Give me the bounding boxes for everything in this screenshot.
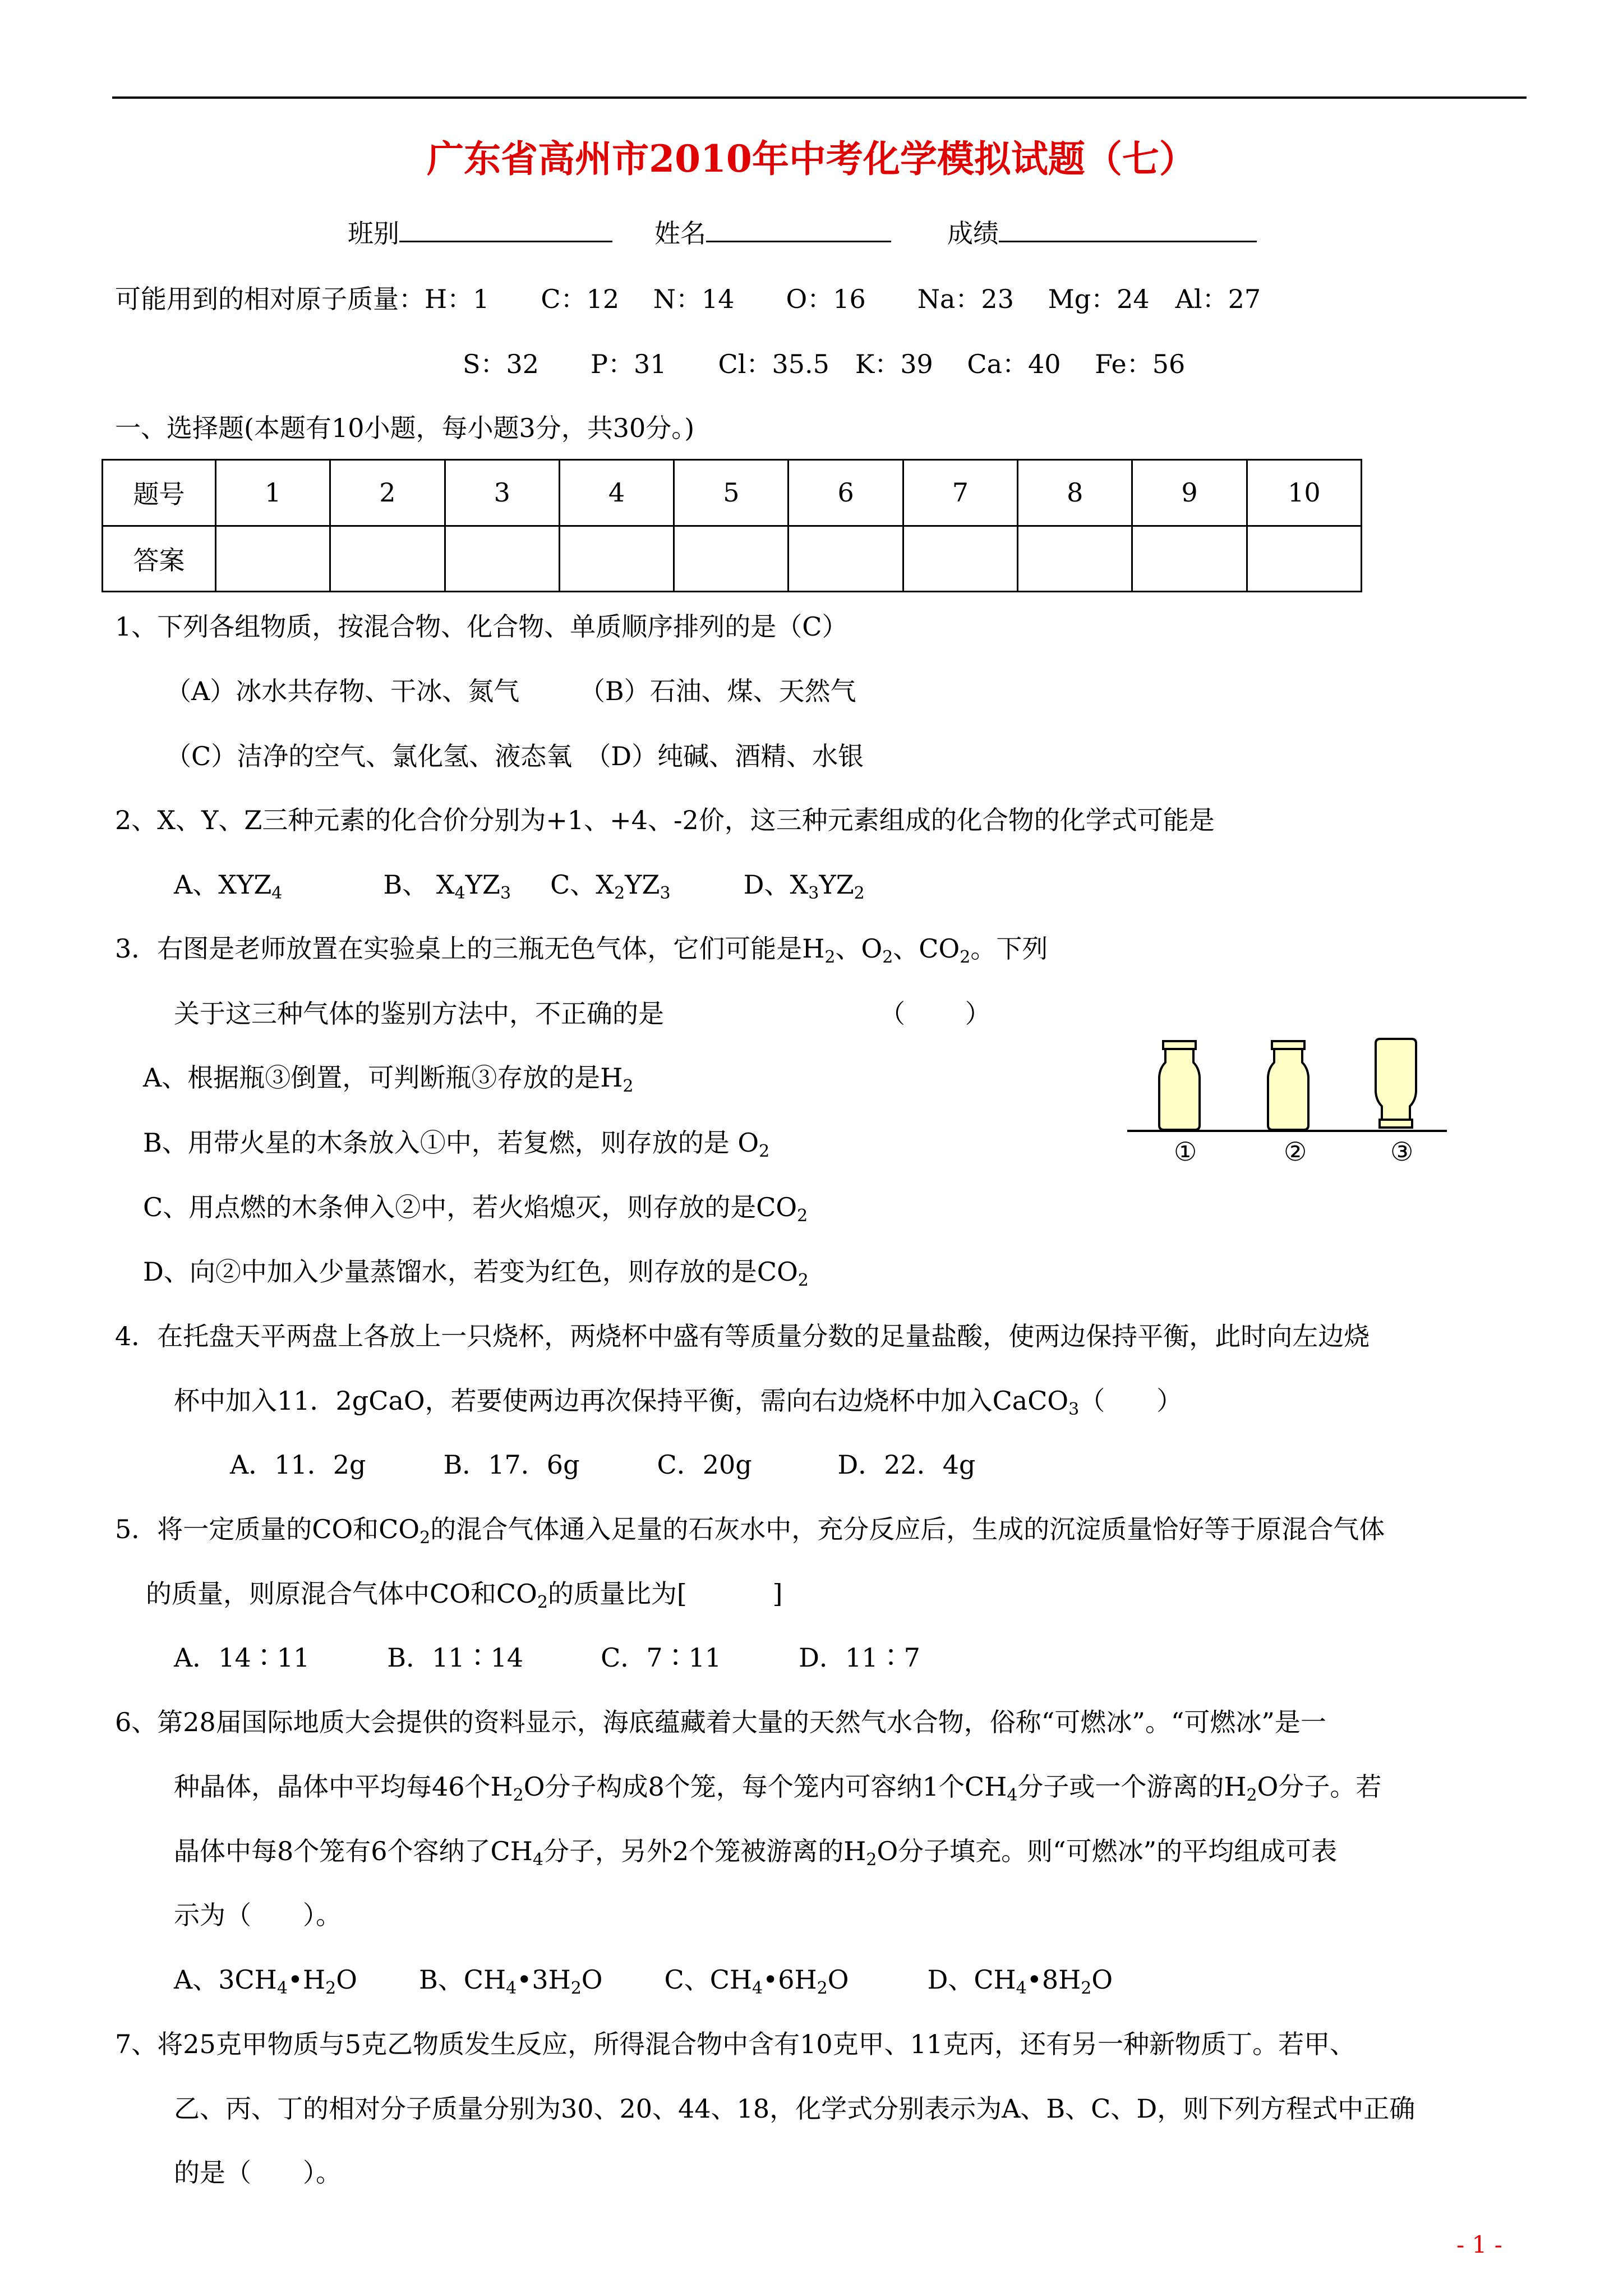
class-label: 班别 bbox=[348, 218, 399, 249]
q3-stem: 3．右图是老师放置在实验桌上的三瓶无色气体，它们可能是$H_2$、$O_2$、$CO_2$。下列 bbox=[115, 933, 1048, 967]
q5-options: A．14∶11 B．11∶14 C．7∶11 D．11∶7 bbox=[174, 1642, 920, 1673]
student-info-line bbox=[348, 215, 1257, 250]
table-row-label: 题号 bbox=[103, 460, 216, 526]
answer-paren: （ ） bbox=[879, 999, 991, 1029]
question-number-cell: 6 bbox=[789, 460, 903, 526]
q7-stem-line-3: 的是（ ）。 bbox=[174, 2157, 342, 2188]
q1-stem: 1、下列各组物质，按混合物、化合物、单质顺序排列的是（C） bbox=[115, 611, 848, 642]
table-row bbox=[103, 526, 1362, 592]
answer-cell[interactable] bbox=[330, 526, 445, 592]
answer-cell[interactable] bbox=[559, 526, 674, 592]
answer-cell[interactable] bbox=[445, 526, 559, 592]
q2-stem: 2、X、Y、Z三种元素的化合价分别为+1、+4、-2价，这三种元素组成的化合物的化学式可能是 bbox=[115, 805, 1215, 835]
q1-options-ab: （A）冰水共存物、干冰、氮气 （B）石油、煤、天然气 bbox=[165, 676, 856, 706]
question-number-cell: 1 bbox=[216, 460, 330, 526]
answer-cell[interactable] bbox=[903, 526, 1017, 592]
name-field[interactable] bbox=[706, 215, 891, 242]
q6-option-c: C、$CH_4•6H_2O$ bbox=[664, 1964, 849, 1998]
q3-option-a: A、根据瓶③倒置，可判断瓶③存放的是$H_2$ bbox=[143, 1062, 634, 1096]
q3-option-b: B、用带火星的木条放入①中，若复燃，则存放的是 $O_2$ bbox=[143, 1128, 770, 1161]
q6-stem: 6、第28届国际地质大会提供的资料显示，海底蕴藏着大量的天然气水合物，俗称“可燃冰”。“可燃冰”是一 bbox=[115, 1707, 1326, 1737]
q3-stem-line-2: 关于这三种气体的鉴别方法中，不正确的是 bbox=[174, 999, 664, 1029]
top-rule bbox=[112, 96, 1527, 99]
question-number-cell: 9 bbox=[1132, 460, 1247, 526]
q4-options: A．11．2g B．17．6g C．20g D．22．4g bbox=[230, 1450, 976, 1480]
name-label: 姓名 bbox=[654, 218, 706, 249]
q2-option-d: D、$X_3YZ_2$ bbox=[743, 869, 865, 903]
table-row bbox=[103, 460, 1362, 526]
bottle-1 bbox=[1159, 1041, 1200, 1130]
q3-option-d: D、向②中加入少量蒸馏水，若变为红色，则存放的是$CO_2$ bbox=[143, 1257, 809, 1290]
answer-cell[interactable] bbox=[789, 526, 903, 592]
score-label: 成绩 bbox=[947, 218, 999, 249]
q7-stem-line-2: 乙、丙、丁的相对分子质量分别为30、20、44、18，化学式分别表示为A、B、C、D，则下列方程式中正确 bbox=[174, 2093, 1415, 2124]
question-number-cell: 4 bbox=[559, 460, 674, 526]
bottle-label-2: ② bbox=[1284, 1137, 1307, 1167]
class-field[interactable] bbox=[399, 215, 612, 242]
answer-cell[interactable] bbox=[1247, 526, 1361, 592]
bottle-label-1: ① bbox=[1174, 1137, 1197, 1167]
bottle-3-inverted bbox=[1376, 1039, 1416, 1128]
atomic-masses-line-2: S：32 P：31 Cl：35.5 K：39 Ca：40 Fe：56 bbox=[463, 349, 1186, 379]
answer-cell[interactable] bbox=[674, 526, 789, 592]
bottle-label-3: ③ bbox=[1390, 1137, 1414, 1167]
bottle-2 bbox=[1268, 1041, 1308, 1130]
question-number-cell: 8 bbox=[1018, 460, 1132, 526]
q3-option-c: C、用点燃的木条伸入②中，若火焰熄灭，则存放的是$CO_2$ bbox=[143, 1192, 808, 1226]
answer-cell[interactable] bbox=[1132, 526, 1247, 592]
table-row-label: 答案 bbox=[103, 526, 216, 592]
q4-stem: 4．在托盘天平两盘上各放上一只烧杯，两烧杯中盛有等质量分数的足量盐酸，使两边保持平衡，此时向左边烧 bbox=[115, 1321, 1370, 1351]
q2-options bbox=[174, 868, 865, 901]
q6-option-d: D、$CH_4•8H_2O$ bbox=[927, 1964, 1113, 1998]
page-title: 广东省高州市2010年中考化学模拟试题（七） bbox=[427, 137, 1196, 181]
q2-option-c: C、$X_2YZ_3$ bbox=[550, 869, 671, 903]
q2-option-b: B、 $X_4YZ_3$ bbox=[383, 869, 511, 903]
question-number-cell: 10 bbox=[1247, 460, 1361, 526]
q5-stem: 5．将一定质量的CO和$CO_2$的混合气体通入足量的石灰水中，充分反应后，生成的沉淀质量恰好等于原混合气体 bbox=[115, 1514, 1385, 1548]
answer-cell[interactable] bbox=[1018, 526, 1132, 592]
q5-stem-line-2: 的质量，则原混合气体中CO和$CO_2$的质量比为[ ] bbox=[146, 1579, 783, 1612]
atomic-masses-line-1: 可能用到的相对原子质量：H：1 C：12 N：14 O：16 Na：23 Mg：24 Al：27 bbox=[115, 284, 1261, 314]
score-field[interactable] bbox=[999, 215, 1257, 242]
q2-option-a: A、$XYZ_4$ bbox=[174, 869, 283, 903]
q6-option-b: B、$CH_4•3H_2O$ bbox=[418, 1964, 603, 1998]
page-number: - 1 - bbox=[1456, 2231, 1502, 2258]
q6-stem-line-4: 示为（ ）。 bbox=[174, 1900, 342, 1930]
q6-stem-line-3: 晶体中每8个笼有6个容纳了$CH_4$分子，另外2个笼被游离的$H_2O$分子填充。则“可燃冰”的平均组成可表 bbox=[174, 1836, 1338, 1870]
question-number-cell: 5 bbox=[674, 460, 789, 526]
q4-stem-line-2: 杯中加入11．2gCaO，若要使两边再次保持平衡，需向右边烧杯中加入CaCO$_3$（ ） bbox=[174, 1386, 1183, 1419]
q6-options bbox=[174, 1963, 1113, 1996]
section-heading: 一、选择题(本题有10小题，每小题3分，共30分。) bbox=[115, 413, 695, 443]
q1-options-cd: （C）洁净的空气、氯化氢、液态氧 （D）纯碱、酒精、水银 bbox=[165, 741, 864, 771]
question-number-cell: 7 bbox=[903, 460, 1017, 526]
answer-table bbox=[102, 459, 1362, 592]
answer-cell[interactable] bbox=[216, 526, 330, 592]
q6-stem-line-2: 种晶体，晶体中平均每46个$H_2O$分子构成8个笼，每个笼内可容纳1个$CH_4$分子或一个游离的$H_2O$分子。若 bbox=[174, 1772, 1382, 1805]
q7-stem: 7、将25克甲物质与5克乙物质发生反应，所得混合物中含有10克甲、11克丙，还有另一种新物质丁。若甲、 bbox=[115, 2029, 1356, 2059]
question-number-cell: 3 bbox=[445, 460, 559, 526]
question-number-cell: 2 bbox=[330, 460, 445, 526]
q6-option-a: A、$3CH_4•H_2O$ bbox=[174, 1964, 357, 1998]
